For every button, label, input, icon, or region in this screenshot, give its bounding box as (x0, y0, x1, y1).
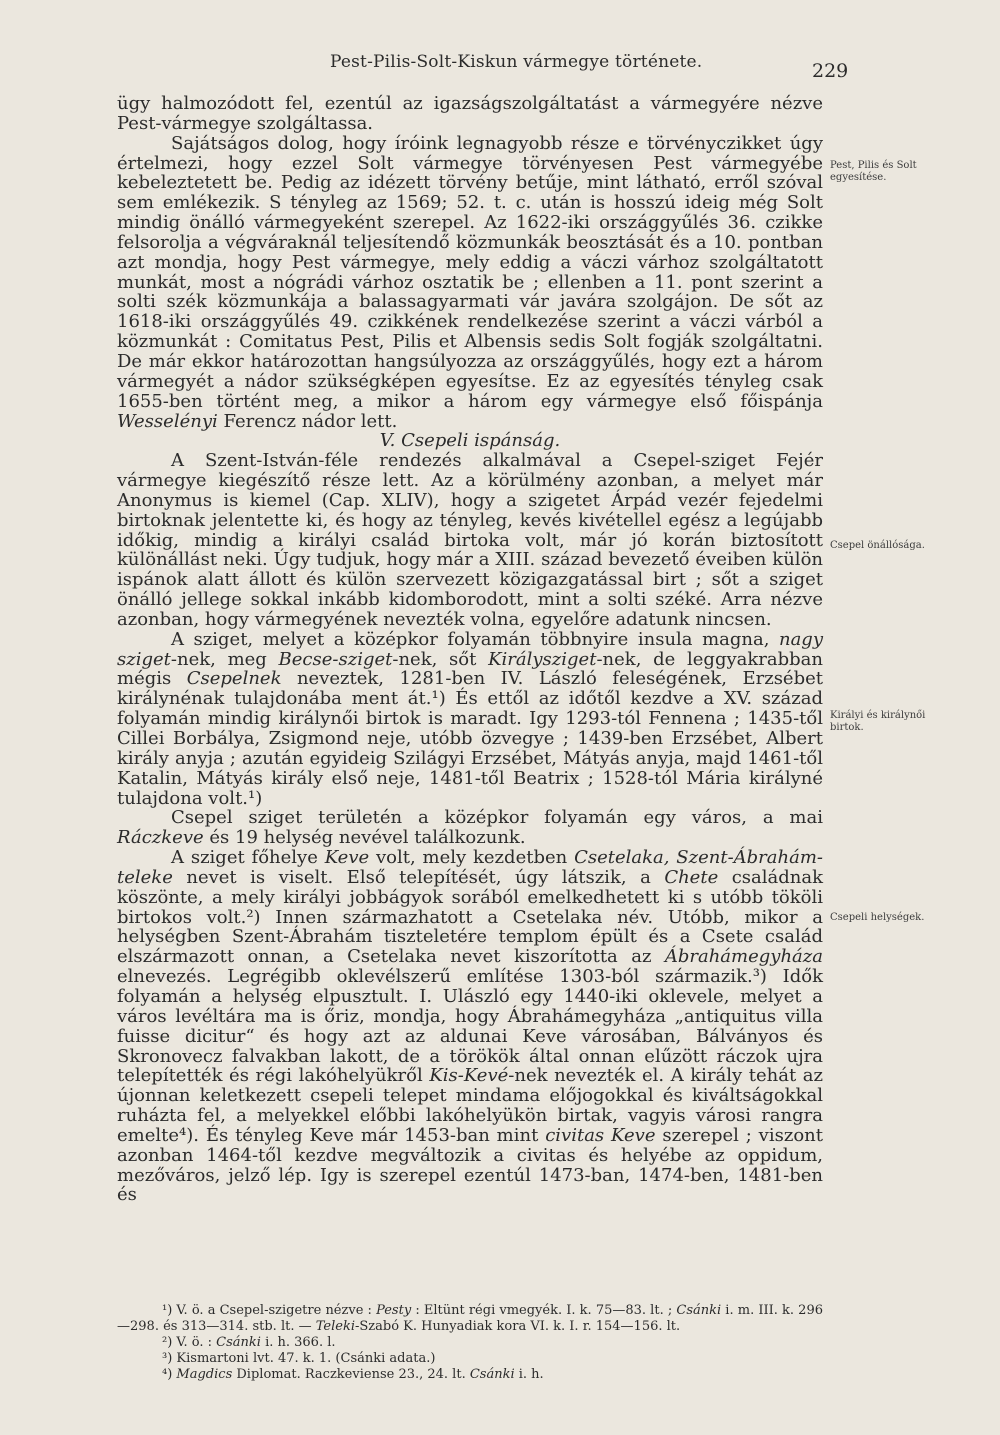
section-title: V. Csepeli ispánság. (379, 430, 561, 452)
italic-term: Királysziget (488, 648, 597, 670)
text-span: A sziget főhelye (171, 847, 325, 869)
page-number: 229 (812, 60, 849, 82)
text-span: Diplomat. Raczkeviense 23., 24. lt. (232, 1367, 470, 1382)
text-span: elnevezés. Legrégibb oklevélszerű említése 1303-ból származik.³) Idők folyamán a helység elpusztult. I. Ulászló egy 1440-iki oklevele, melyet a város levéltára ma is őriz, mondja, hogy Ábrahámegyháza „antiquitus villa fuisse dicitur“ és hogy azt az aldunai Keve városában, Bálványos és Skronovecz falvakban lakott, de a törökök által onnan elűzött ráczok ujra telepítették és régi lakóhelyükről (117, 966, 823, 1087)
footnote-1 (117, 1303, 823, 1335)
italic-term: Ráczkeve (117, 827, 204, 849)
text-span: i. h. 366. l. (260, 1335, 336, 1350)
text-span: Ferencz nádor lett. (217, 410, 398, 432)
text-span: i. h. (514, 1367, 544, 1382)
margin-note-csepeli-helysegek: Csepeli helységek. (830, 912, 925, 923)
italic-term: Csetelaka, Szent-Ábrahám-teleke (117, 847, 823, 888)
text-span: nevet is viselt. Első telepítését, úgy látszik, a (172, 866, 665, 888)
text-span: Sajátságos dolog, hogy íróink legnagyobb része e törvényczikket úgy értelmezi, hogy ezzel Solt vármegye törvényesen Pest vármegyébe kebeleztetett be. Pedig az idézett törvény betűje, mint látható, erről szóval sem emlékezik. S tényleg az 1569; 52. t. c. után is hosszú ideig még Solt mindig önálló vármegyeként szerepel. Az 1622-iki országgyűlés 36. czikke felsorolja a végváraknál teljesítendő közmunkák beosztását és a 10. pontban azt mondja, hogy Pest vármegye, mely eddig a váczi várhoz szolgáltatott munkát, most a nógrádi várhoz osztatik be ; ellenben a 11. pont szerint a solti szék közmunkája a balassagyarmati vár javára szolgájon. De sőt az 1618-iki országgyűlés 49. czikkének rendelkezése szerint a váczi várból a közmunkát : Comitatus Pest, Pilis et Albensis sedis Solt fogják szolgáltatni. De már ekkor határozottan hangsúlyozza az országgyűlés, hogy ezt a három vármegyét a nádor szükségképen egyesítse. Ez az egyesítés tényleg csak 1655-ben történt meg, a mikor a három egy vármegye első főispánja (117, 132, 823, 412)
text-span: : Eltünt régi vmegyék. I. k. 75—83. lt. ; (411, 1303, 677, 1318)
text-span: i. m. III. k. 296—298. és 313—314. stb. lt. — (117, 1303, 823, 1334)
text-span: -nek, sőt (392, 648, 489, 670)
footnotes (117, 1303, 823, 1383)
paragraph-3: A Szent-István-féle rendezés alkalmával a Csepel-sziget Fejér vármegye kiegészítő része lett. Az a körülmény azonban, a melyet már Anonymus is kiemel (Cap. XLIV), hogy a szigetet Árpád vezér fejedelmi birtoknak jelentette ki, és hogy az tényleg, kevés kivétellel egész a legújabb időkig, mindig a királyi család birtoka volt, már jó korán biztosított különállást neki. Úgy tudjuk, hogy már a XIII. század bevezető éveiben külön ispánok alatt állott és külön szervezett közigazgatással birt ; sőt a sziget önálló jellege sokkal inkább kidomborodott, mint a solti széké. Arra nézve azonban, hogy vármegyének nevezték volna, egyelőre adatunk nincsen. (117, 450, 823, 630)
italic-author: Csánki (469, 1367, 515, 1382)
italic-term: Ábrahámegyháza (664, 946, 823, 968)
margin-note-kiralyi-birtok: Királyi és királynői birtok. (830, 710, 926, 733)
italic-author: Pesty (376, 1303, 412, 1318)
text-span: családnak köszönte, a mely királyi jobbágyok sorából emelkedhetett ki s utóbb tököli birtokos volt.²) Innen származhatott a Csetelaka név. Utóbb, mikor a helységben Szent-Ábrahám tiszteletére templom épült és a Csete család elszármazott onnan, a Csetelaka nevet kiszorította az (117, 866, 824, 968)
text-span: Csepel sziget területén a középkor folyamán egy város, a mai (171, 807, 823, 829)
text-span: volt, mely kezdetben (369, 847, 575, 869)
text-span: neveztek, 1281-ben IV. László feleségének, Erzsébet királynénak tulajdonába ment át.¹) És ettől az időtől kezdve a XV. század folyamán mindig királynői birtok is maradt. Igy 1293-tól Fennena ; 1435-től Cillei Borbálya, Zsigmond neje, utóbb özvegye ; 1439-ben Erzsébet, Albert király anyja ; azután egyideig Szilágyi Erzsébet, Mátyás anyja, majd 1461-től Katalin, Mátyás király első neje, 1481-től Beatrix ; 1528-tól Mária királyné tulajdona volt.¹) (117, 668, 823, 809)
italic-author: Teleki (315, 1319, 355, 1334)
text-span: -nek, meg (170, 648, 279, 670)
footnote-3: ³) Kismartoni lvt. 47. k. 1. (Csánki adata.) (162, 1351, 436, 1366)
paragraph-6 (117, 848, 823, 1205)
running-header: Pest-Pilis-Solt-Kiskun vármegye története. (330, 52, 703, 72)
paragraph-2 (117, 134, 823, 432)
italic-term: civitas Keve (545, 1124, 656, 1146)
text-span: szerepel ; viszont azonban 1464-től kezdve megváltozik a civitas és helyébe az oppidum, mezőváros, jelző lép. Igy is szerepel ezentúl 1473-ban, 1474-ben, 1481-ben és (117, 1124, 823, 1206)
text-span: ¹) V. ö. a Csepel-szigetre nézve : (162, 1303, 377, 1318)
italic-name: Wesselényi (117, 410, 218, 432)
paragraph-4 (117, 630, 823, 809)
paragraph-1: ügy halmozódott fel, ezentúl az igazságszolgáltatást a vármegyére nézve Pest-vármegye szolgáltassa. (117, 93, 823, 134)
text-span: ⁴) (162, 1367, 177, 1382)
italic-term: nagy sziget (117, 628, 823, 670)
margin-note-pest-pilis-solt: Pest, Pilis és Solt egyesítése. (830, 160, 917, 183)
footnote-4 (117, 1367, 823, 1383)
text-span: -Szabó K. Hunyadiak kora VI. k. I. r. 154—156. lt. (354, 1319, 681, 1334)
text-span: és 19 helység nevével találkozunk. (203, 827, 526, 849)
text-span: -nek, de leggyakrabban mégis (117, 648, 823, 690)
paragraph-5 (117, 808, 823, 848)
text-span: -nek nevezték el. A király tehát az újonnan keletkezett csepeli telepet mindama előjogokkal és kiváltságokkal ruházta fel, a melyekkel előbbi lakóhelyükön birtak, vagyis városi rangra emelte⁴). És tényleg Keve már 1453-ban mint (117, 1065, 824, 1146)
main-text (117, 94, 823, 1205)
italic-term: Keve (324, 847, 370, 869)
italic-author: Csánki (216, 1335, 261, 1350)
italic-term: Chete (664, 866, 719, 888)
italic-author: Csánki (676, 1303, 722, 1318)
text-span: ²) V. ö. : (162, 1335, 217, 1350)
italic-term: Kis-Kevé (429, 1065, 509, 1087)
italic-term: Csepelnek (186, 668, 282, 690)
italic-author: Magdics (176, 1367, 233, 1382)
footnote-2 (117, 1335, 823, 1351)
text-span: A sziget, melyet a középkor folyamán többnyire insula magna, (171, 628, 779, 650)
margin-note-csepel-onallosaga: Csepel önállósága. (830, 540, 925, 551)
italic-term: Becse-sziget (278, 648, 393, 670)
